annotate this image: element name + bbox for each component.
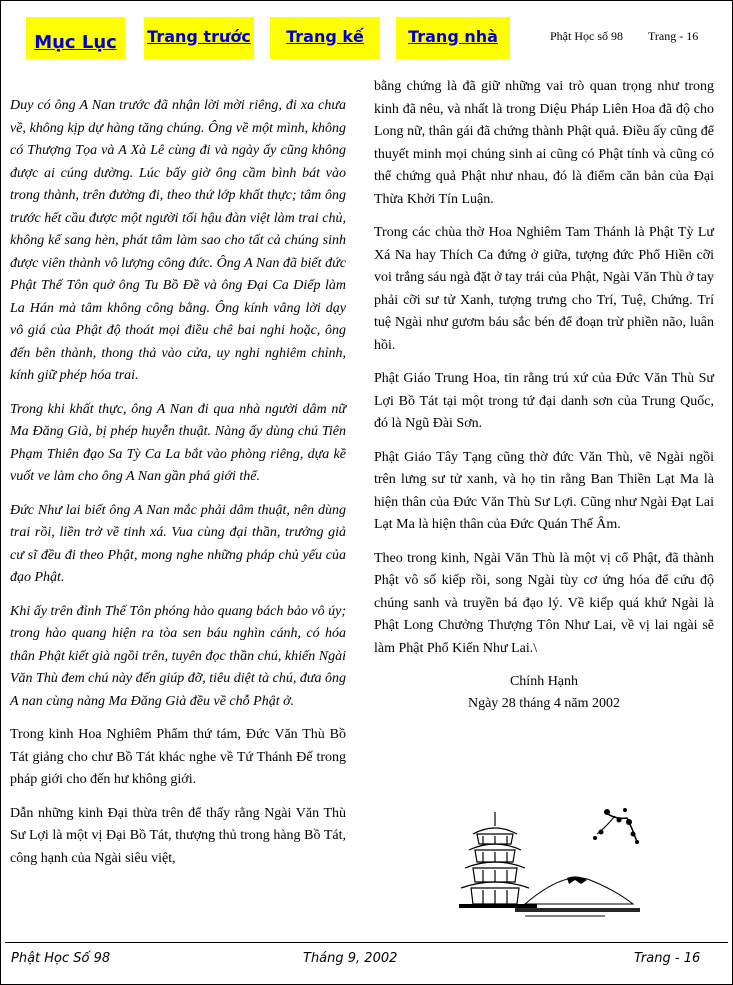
paragraph: Đức Như lai biết ông A Nan mắc phải dâm thuật, nên dùng trai rồi, liền trở về tinh xá. Vua cùng đại thần, trưởng giả cư sĩ đều đi theo Phật, mong nghe những pháp chủ yếu của đạo Phật. — [10, 502, 346, 585]
paragraph: Duy có ông A Nan trước đã nhận lời mời riêng, đi xa chưa về, không kịp dự hàng tăng chúng. Ông về một mình, không có Thượng Tọa và A Xà Lê cùng đi và ngày ấy cũng không được ai cúng dường. Lúc bấy giờ ông cầm bình bát vào trong thành, trên đường đi, theo thứ lớp khất thực; tâm ông trước hết cầu được một người tối hậu đàn việt làm trai chủ, không kể sang hèn, phát tâm làm sao cho tất cả chúng sinh được viên thành vô lượng công đức. Ông A Nan đã biết đức Phật Thế Tôn quở ông Tu Bồ Đề và ông Đại Ca Diếp làm La Hán mà tâm không công bằng. Ông kính vâng lời dạy vô giá của Phật độ thoát mọi điều chê bai nghi hoặc, ông đến bên thành, thong thả vào cửa, uy nghi nghiêm chỉnh, kính giữ phép hóa trai. — [10, 98, 346, 383]
left-column — [10, 95, 346, 881]
next-page-link[interactable]: Trang kế — [270, 17, 380, 59]
paragraph: Dẫn những kinh Đại thừa trên để thấy rằng Ngài Văn Thù Sư Lợi là một vị Đại Bồ Tát, thượng thủ trong hàng Bồ Tát, công hạnh của Ngài siêu việt, — [10, 805, 346, 866]
paragraph: Trong khi khất thực, ông A Nan đi qua nhà người dâm nữ Ma Đăng Già, bị phép huyễn thuật. Nàng ấy dùng chú Tiên Phạm Thiên đạo Sa Tỳ Ca La bắt vào phòng riêng, dựa kề vuốt ve làm cho ông A Nan gần phá giới thể. — [10, 401, 346, 484]
author-name: Chính Hạnh — [509, 674, 579, 689]
paragraph: Phật Giáo Tây Tạng cũng thờ đức Văn Thù, vẽ Ngài ngồi trên lưng sư tử xanh, và họ tin rằng Ban Thiền Lạt Ma là hiện thân của Đức Văn Thù Sư Lợi. Cũng như Ngài Đạt Lai Lạt Ma là hiện thân của Đức Quán Thế Âm. — [374, 449, 714, 532]
right-column — [374, 76, 714, 715]
footer-date: Tháng 9, 2002 — [303, 951, 398, 966]
table-of-contents-link[interactable]: Mục Lục — [26, 17, 125, 59]
previous-page-link[interactable]: Trang trước — [144, 17, 254, 59]
paragraph: Theo trong kinh, Ngài Văn Thù là một vị cổ Phật, đã thành Phật vô số kiếp rồi, song Ngài tùy cơ ứng hóa để cứu độ chúng sanh và truyền bá đạo lý. Về kiếp quá khứ Ngài là Phật Long Chưởng Thượng Tôn Như Lai, về vị lai ngài sẽ làm Phật Phổ Kiến Như Lai.\ — [374, 550, 714, 656]
paragraph: Phật Giáo Trung Hoa, tin rằng trú xứ của Đức Văn Thù Sư Lợi Bồ Tát tại một trong tứ đại danh sơn của Trung Quốc, đó là Ngũ Đài Sơn. — [374, 371, 714, 431]
header-page-number: Trang - 16 — [648, 29, 699, 43]
paragraph: Khi ấy trên đỉnh Thế Tôn phóng hào quang bách bảo vô úy; trong hào quang hiện ra tòa sen báu nghìn cánh, có hóa thân Phật kiết già ngồi trên, tuyên đọc thần chú, khiến Ngài Văn Thù đem chú này đến giúp đỡ, tiêu diệt tà chú, đưa ông A nan cùng nàng Ma Đăng Già đều về chỗ Phật ở. — [10, 603, 346, 709]
footer-issue: Phật Học Số 98 — [11, 951, 111, 966]
home-page-link[interactable]: Trang nhà — [396, 17, 510, 59]
footer-page-number: Trang - 16 — [634, 951, 701, 966]
header-issue: Phật Học số 98 — [550, 29, 623, 43]
signature — [374, 671, 714, 715]
signature-date: Ngày 28 tháng 4 năm 2002 — [467, 696, 621, 711]
footer-divider — [5, 942, 728, 943]
paragraph: Trong các chùa thờ Hoa Nghiêm Tam Thánh là Phật Tỳ Lư Xá Na hay Thích Ca đứng ở giữa, tượng đức Phổ Hiền cỡi voi trắng sáu ngà đặt ở tay trái của Phật, Ngài Văn Thù ở tay phải cỡi sư tử Xanh, tượng trưng cho Trí, Tuệ, Chứng. Trí tuệ Ngài như gươm báu sắc bén để đoạn trừ phiền não, luân hồi. — [374, 225, 714, 353]
paragraph: bằng chứng là đã giữ những vai trò quan trọng như trong kinh đã nêu, và nhất là trong Diệu Pháp Liên Hoa đã độ cho Long nữ, thân gái đã chứng thành Phật quả. Điều ấy cũng để thuyết minh mọi chúng sinh ai cũng có Phật tính và cũng có thể chứng quả Phật như nhau, đó là điểm căn bản của Đại Thừa Khởi Tín Luận. — [374, 79, 714, 207]
pagoda-illustration — [455, 800, 645, 925]
paragraph: Trong kinh Hoa Nghiêm Phẩm thứ tám, Đức Văn Thù Bồ Tát giảng cho chư Bồ Tát khác nghe về Tứ Thánh Đế trong pháp giới cho đến hư không giới. — [10, 727, 346, 787]
